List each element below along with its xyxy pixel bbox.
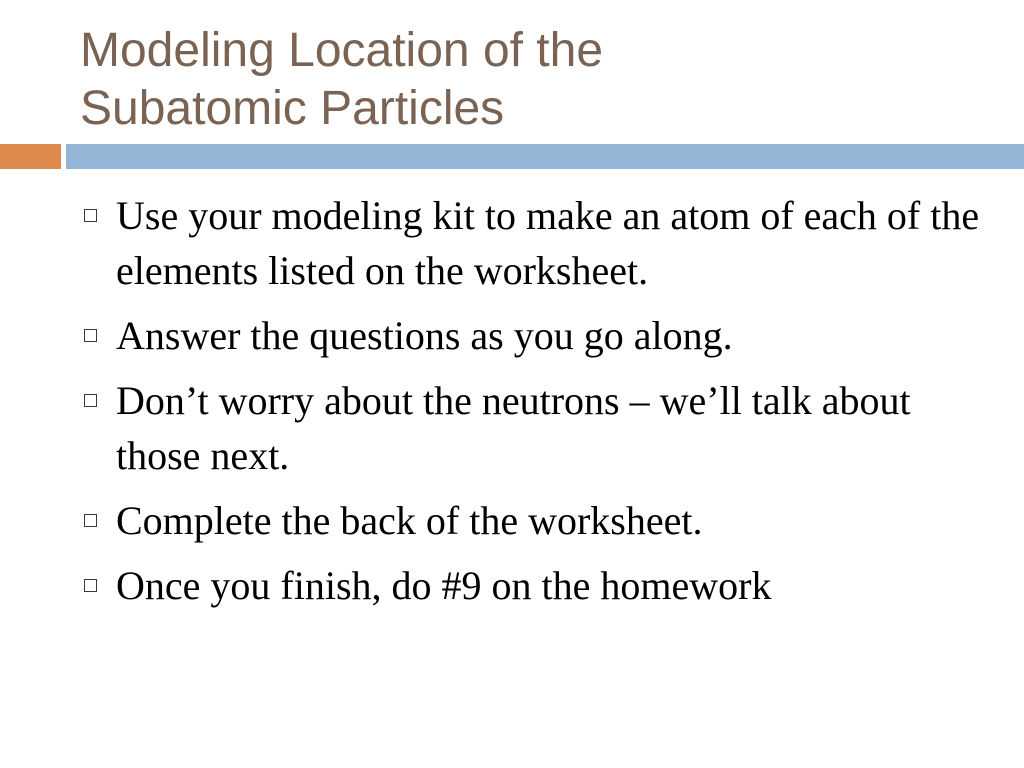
bullet-item <box>80 188 980 298</box>
accent-bar-orange <box>0 144 61 169</box>
bullet-item <box>80 558 980 613</box>
square-bullet-icon <box>84 514 97 527</box>
square-bullet-icon <box>84 394 97 407</box>
slide-title-line-1: Modeling Location of the <box>80 24 604 77</box>
square-bullet-icon <box>84 209 97 222</box>
bullet-list <box>80 188 980 623</box>
accent-bar-blue <box>66 144 1024 169</box>
bullet-text: Once you finish, do #9 on the homework <box>116 563 772 608</box>
bullet-text: Use your modeling kit to make an atom of each of the elements listed on the worksheet. <box>116 193 980 293</box>
square-bullet-icon <box>84 329 97 342</box>
bullet-item <box>80 373 980 483</box>
slide-title-line-2: Subatomic Particles <box>80 82 505 135</box>
bullet-text: Answer the questions as you go along. <box>116 313 733 358</box>
square-bullet-icon <box>84 579 97 592</box>
slide-title <box>80 22 980 138</box>
bullet-item <box>80 308 980 363</box>
bullet-item <box>80 493 980 548</box>
bullet-text: Complete the back of the worksheet. <box>116 498 703 543</box>
bullet-text: Don’t worry about the neutrons – we’ll talk about those next. <box>116 378 911 478</box>
